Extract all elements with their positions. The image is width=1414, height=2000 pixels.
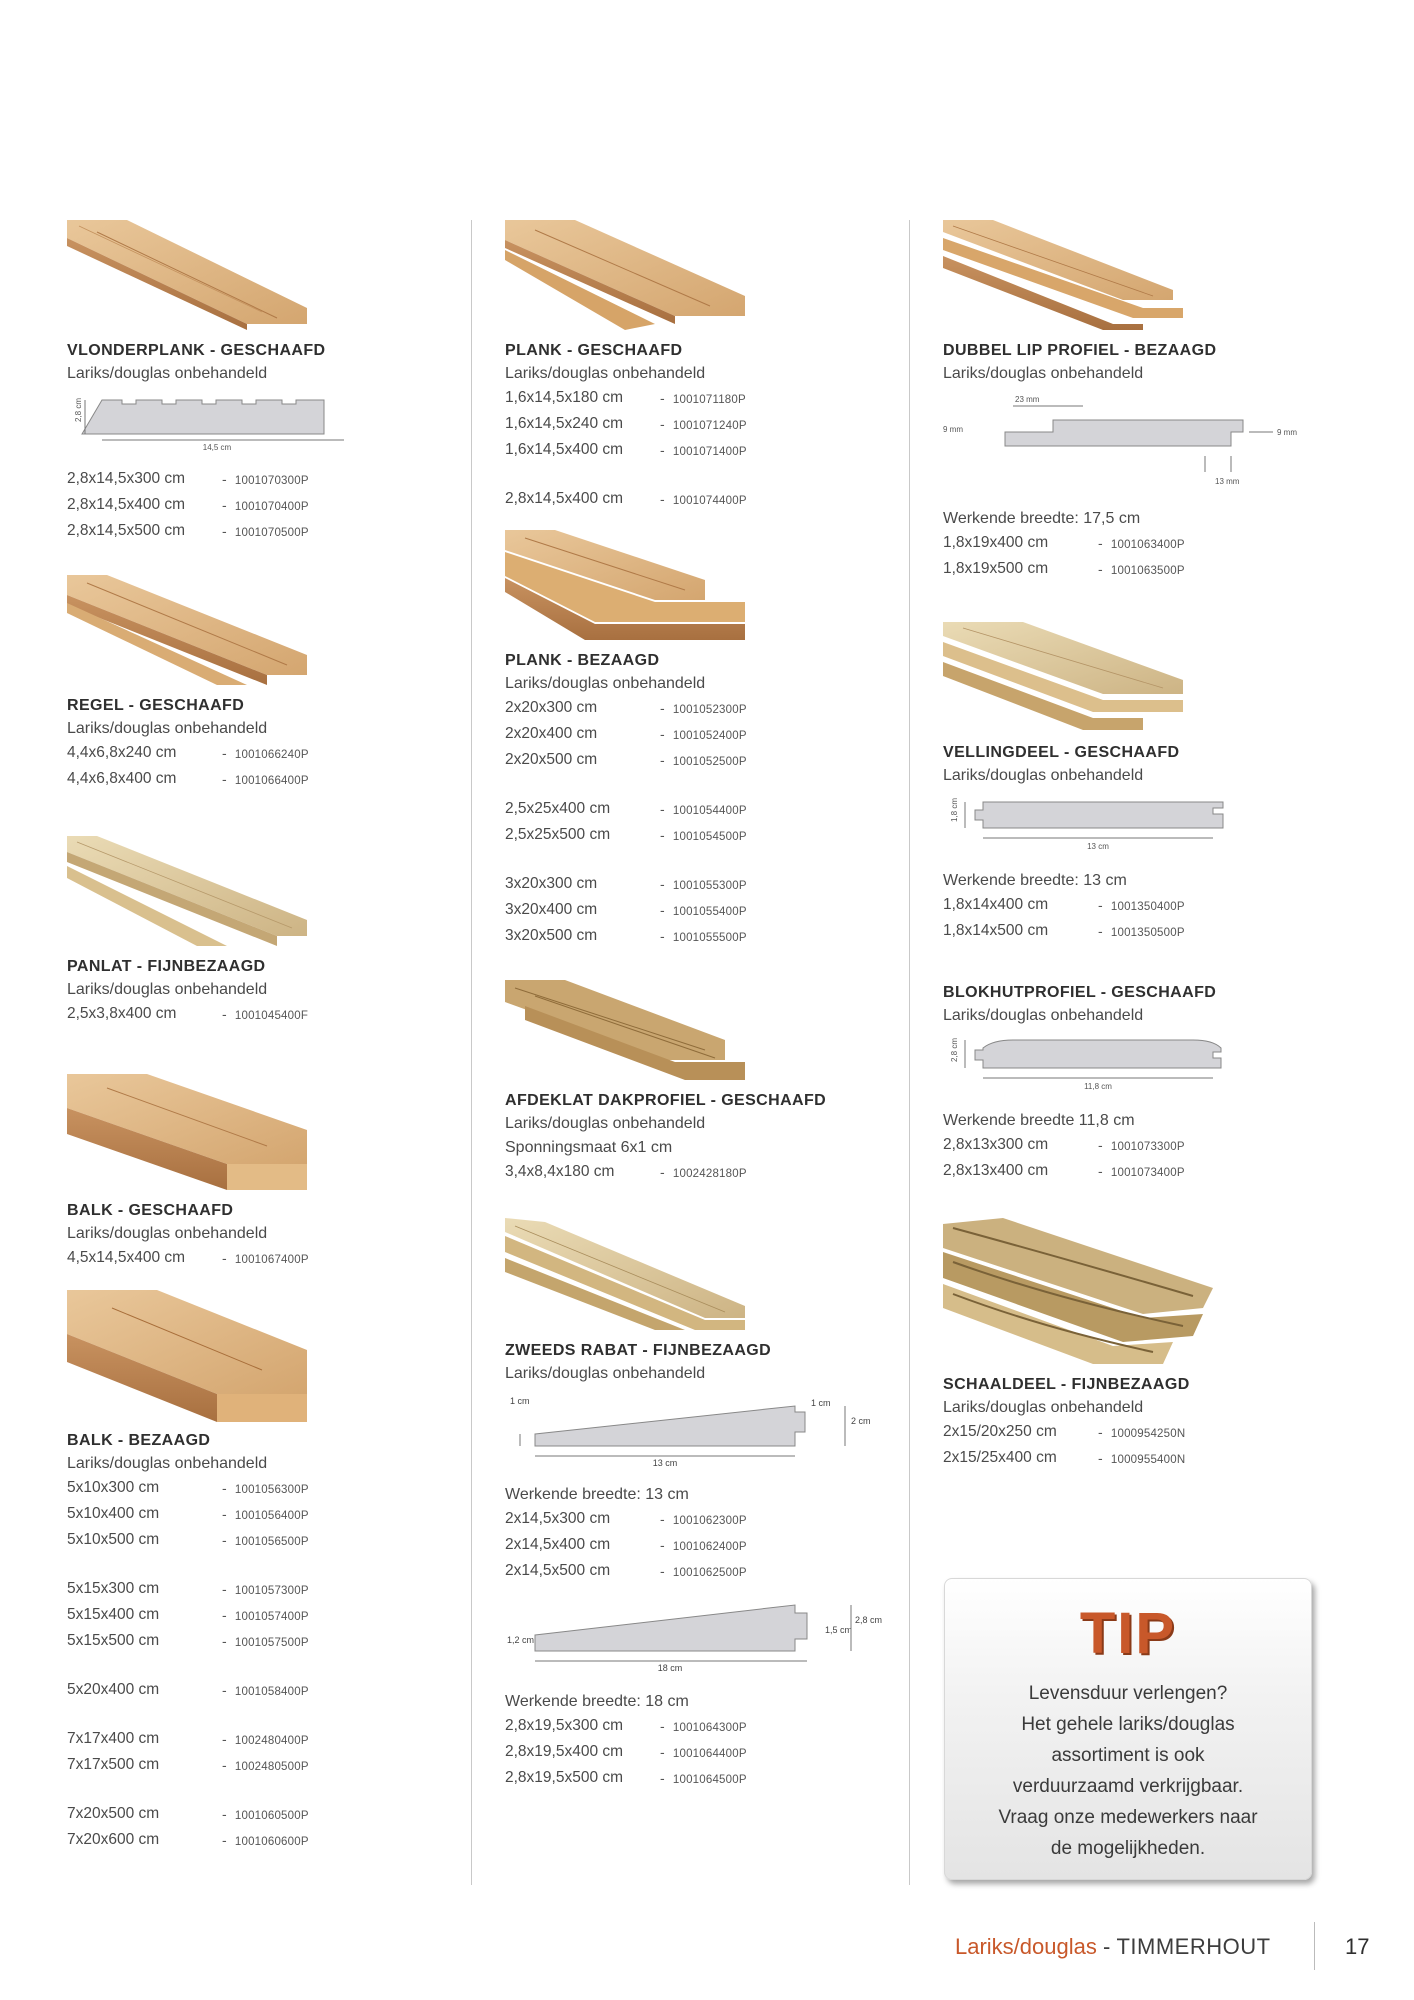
article-code: - 1001054500P	[660, 823, 747, 849]
size-dimensions: 2,8x14,5x400 cm	[67, 496, 186, 513]
zweeds-rabat-image	[505, 1218, 925, 1332]
size-dimensions: 2,8x19,5x400 cm	[505, 1743, 624, 1760]
size-dimensions: 2,8x19,5x300 cm	[505, 1717, 624, 1734]
product-subtitle: Lariks/douglas onbehandeld	[67, 1455, 268, 1472]
article-code: - 1001052500P	[660, 748, 747, 774]
size-dimensions: 2x15/20x250 cm	[943, 1423, 1057, 1440]
size-row	[67, 519, 487, 545]
size-dimensions: 7x17x500 cm	[67, 1756, 160, 1773]
size-row	[943, 893, 1363, 919]
article-code: - 1001350400P	[1098, 893, 1185, 919]
product-vellingdeel	[943, 622, 1363, 945]
product-dubbel-lip	[943, 220, 1363, 583]
size-dimensions: 7x17x400 cm	[67, 1730, 160, 1747]
product-blokhut	[943, 984, 1363, 1185]
size-row	[505, 722, 925, 748]
group-spacer	[67, 1655, 487, 1678]
size-list	[67, 1246, 487, 1272]
article-code: - 1002480400P	[222, 1727, 309, 1753]
vlonderplank-image	[67, 220, 487, 332]
article-code: - 1001052400P	[660, 722, 747, 748]
size-dimensions: 2x14,5x400 cm	[505, 1536, 611, 1553]
product-title: SCHAALDEEL - FIJNBEZAAGD	[943, 1376, 1190, 1393]
product-note: Werkende breedte: 13 cm	[943, 872, 1127, 889]
footer-category-name: Lariks/douglas	[955, 1934, 1097, 1959]
article-code: - 1001070500P	[222, 519, 309, 545]
size-list	[505, 1160, 925, 1186]
size-dimensions: 7x20x500 cm	[67, 1805, 160, 1822]
size-dimensions: 4,5x14,5x400 cm	[67, 1249, 186, 1266]
profile-width-label: 11,8 cm	[1084, 1082, 1112, 1091]
size-dimensions: 3x20x300 cm	[505, 875, 598, 892]
product-title: BLOKHUTPROFIEL - GESCHAAFD	[943, 984, 1217, 1001]
group-spacer	[505, 849, 925, 872]
product-subtitle: Lariks/douglas onbehandeld	[67, 365, 268, 382]
product-subtitle: Lariks/douglas onbehandeld	[943, 767, 1144, 784]
size-row	[505, 438, 925, 464]
dubbel-lip-profile-diagram	[943, 392, 1363, 497]
article-code: - 1001073400P	[1098, 1159, 1185, 1185]
article-code: - 1001066240P	[222, 741, 309, 767]
product-note: Werkende breedte: 13 cm	[505, 1486, 689, 1503]
product-note: Werkende breedte: 17,5 cm	[943, 510, 1141, 527]
size-list	[943, 1420, 1363, 1472]
size-dimensions: 1,6x14,5x240 cm	[505, 415, 624, 432]
profile-height-label: 1,8 cm	[950, 797, 959, 822]
size-row	[67, 1678, 487, 1704]
size-row	[505, 412, 925, 438]
product-title: REGEL - GESCHAAFD	[67, 697, 245, 714]
size-row	[67, 1753, 487, 1779]
article-code: - 1001054400P	[660, 797, 747, 823]
product-subtitle: Lariks/douglas onbehandeld	[943, 1399, 1144, 1416]
product-title: AFDEKLAT DAKPROFIEL - GESCHAAFD	[505, 1092, 827, 1109]
size-row	[505, 1559, 925, 1585]
tip-text	[964, 1678, 1292, 1864]
article-code: - 1001071180P	[660, 386, 746, 412]
size-list	[505, 1714, 925, 1792]
article-code: - 1000955400N	[1098, 1446, 1185, 1472]
size-dimensions: 4,4x6,8x400 cm	[67, 770, 177, 787]
size-row	[67, 493, 487, 519]
article-code: - 1001060600P	[222, 1828, 309, 1854]
balk-geschaafd-image	[67, 1074, 487, 1192]
blokhut-profile-diagram	[943, 1034, 1363, 1099]
size-row	[67, 1246, 487, 1272]
footer-category	[955, 1934, 1271, 1960]
plank-geschaafd-image	[505, 220, 925, 332]
tip-line: verduurzaamd verkrijgbaar.	[1012, 1776, 1244, 1797]
size-row	[943, 1133, 1363, 1159]
product-subtitle: Lariks/douglas onbehandeld	[67, 720, 268, 737]
size-dimensions: 2x20x300 cm	[505, 699, 598, 716]
size-row	[67, 1802, 487, 1828]
article-code: - 1001057300P	[222, 1577, 309, 1603]
product-vlonderplank	[67, 220, 487, 545]
footer-separator: -	[1103, 1934, 1111, 1959]
group-spacer	[505, 464, 925, 487]
product-title: VLONDERPLANK - GESCHAAFD	[67, 342, 326, 359]
product-subtitle: Lariks/douglas onbehandeld	[505, 1115, 706, 1132]
product-panlat	[67, 836, 487, 1028]
product-note: Sponningsmaat 6x1 cm	[505, 1139, 673, 1156]
page-number: 17	[1345, 1934, 1370, 1959]
panlat-image	[67, 836, 487, 948]
vlonderplank-profile-diagram	[67, 392, 487, 457]
article-code: - 1000954250N	[1098, 1420, 1185, 1446]
product-plank-geschaafd	[505, 220, 925, 513]
size-list	[505, 1507, 925, 1585]
article-code: - 1001071400P	[660, 438, 747, 464]
size-row	[943, 531, 1363, 557]
product-title: DUBBEL LIP PROFIEL - BEZAAGD	[943, 342, 1217, 359]
vellingdeel-profile-diagram	[943, 794, 1363, 859]
plank-bezaagd-image	[505, 530, 925, 642]
size-row	[505, 924, 925, 950]
vellingdeel-image	[943, 622, 1363, 734]
product-subtitle: Lariks/douglas onbehandeld	[505, 675, 706, 692]
size-dimensions: 2x20x500 cm	[505, 751, 598, 768]
product-regel	[67, 575, 487, 793]
article-code: - 1001056500P	[222, 1528, 309, 1554]
size-row	[67, 1502, 487, 1528]
size-row	[67, 1603, 487, 1629]
size-dimensions: 5x20x400 cm	[67, 1681, 160, 1698]
product-subtitle: Lariks/douglas onbehandeld	[67, 1225, 268, 1242]
size-row	[67, 467, 487, 493]
article-code: - 1001062500P	[660, 1559, 747, 1585]
group-spacer	[67, 1779, 487, 1802]
footer-section: TIMMERHOUT	[1116, 1934, 1271, 1959]
product-balk-geschaafd	[67, 1074, 487, 1272]
size-dimensions: 2,5x25x400 cm	[505, 800, 611, 817]
size-dimensions: 4,4x6,8x240 cm	[67, 744, 177, 761]
size-row	[67, 1577, 487, 1603]
size-row	[67, 1727, 487, 1753]
size-row	[67, 1476, 487, 1502]
size-row	[67, 1002, 487, 1028]
article-code: - 1001063400P	[1098, 531, 1185, 557]
tip-title: TIP	[1079, 1601, 1177, 1666]
size-dimensions: 5x15x400 cm	[67, 1606, 160, 1623]
article-code: - 1001055400P	[660, 898, 747, 924]
size-row	[67, 1629, 487, 1655]
profile-label: 13 cm	[652, 1458, 678, 1468]
size-row	[505, 748, 925, 774]
product-note: Werkende breedte: 18 cm	[505, 1693, 689, 1710]
size-row	[505, 696, 925, 722]
size-row	[505, 1533, 925, 1559]
product-subtitle: Lariks/douglas onbehandeld	[505, 365, 706, 382]
size-row	[505, 386, 925, 412]
product-title: VELLINGDEEL - GESCHAAFD	[943, 744, 1180, 761]
article-code: - 1001057500P	[222, 1629, 309, 1655]
afdeklat-image	[505, 980, 925, 1082]
product-balk-bezaagd	[67, 1290, 487, 1854]
size-dimensions: 3x20x400 cm	[505, 901, 598, 918]
size-row	[505, 1714, 925, 1740]
dubbel-lip-image	[943, 220, 1363, 332]
size-dimensions: 2,5x25x500 cm	[505, 826, 611, 843]
zweeds-rabat-profile-diagram-13cm	[505, 1392, 925, 1473]
size-dimensions: 2,8x14,5x500 cm	[67, 522, 186, 539]
size-dimensions: 2,8x13x400 cm	[943, 1162, 1049, 1179]
size-dimensions: 5x10x300 cm	[67, 1479, 160, 1496]
size-row	[505, 797, 925, 823]
regel-image	[67, 575, 487, 687]
size-dimensions: 2x14,5x300 cm	[505, 1510, 611, 1527]
product-title: ZWEEDS RABAT - FIJNBEZAAGD	[505, 1342, 772, 1359]
size-dimensions: 2,8x13x300 cm	[943, 1136, 1049, 1153]
product-zweeds-rabat	[505, 1218, 925, 1792]
size-dimensions: 3x20x500 cm	[505, 927, 598, 944]
profile-label: 1 cm	[510, 1396, 530, 1406]
tip-line: Het gehele lariks/douglas	[1021, 1714, 1235, 1735]
size-list	[505, 696, 925, 950]
article-code: - 1001060500P	[222, 1802, 309, 1828]
article-code: - 1001057400P	[222, 1603, 309, 1629]
product-title: PANLAT - FIJNBEZAAGD	[67, 958, 266, 975]
profile-label: 13 mm	[1215, 477, 1240, 486]
size-row	[943, 1446, 1363, 1472]
product-title: PLANK - BEZAAGD	[505, 652, 660, 669]
size-list	[943, 1133, 1363, 1185]
profile-label: 2,8 cm	[855, 1615, 883, 1625]
size-list	[67, 1476, 487, 1854]
profile-height-label: 2,8 cm	[74, 397, 83, 422]
size-dimensions: 7x20x600 cm	[67, 1831, 160, 1848]
article-code: - 1001058400P	[222, 1678, 309, 1704]
article-code: - 1002428180P	[660, 1160, 747, 1186]
size-list	[67, 467, 487, 545]
article-code: - 1001056300P	[222, 1476, 309, 1502]
size-row	[67, 1528, 487, 1554]
size-row	[505, 898, 925, 924]
size-row	[67, 1828, 487, 1854]
article-code: - 1001074400P	[660, 487, 747, 513]
group-spacer	[67, 1704, 487, 1727]
size-row	[943, 1420, 1363, 1446]
product-subtitle: Lariks/douglas onbehandeld	[943, 1007, 1144, 1024]
article-code: - 1001350500P	[1098, 919, 1185, 945]
size-row	[943, 557, 1363, 583]
size-dimensions: 5x15x300 cm	[67, 1580, 160, 1597]
size-list	[67, 1002, 487, 1028]
product-title: PLANK - GESCHAAFD	[505, 342, 683, 359]
size-row	[505, 1160, 925, 1186]
profile-label: 9 mm	[1277, 428, 1297, 437]
profile-label: 23 mm	[1015, 395, 1040, 404]
profile-label: 1,5 cm	[825, 1625, 853, 1635]
product-plank-bezaagd	[505, 530, 925, 950]
product-title: BALK - GESCHAAFD	[67, 1202, 234, 1219]
size-dimensions: 1,6x14,5x400 cm	[505, 441, 624, 458]
article-code: - 1001071240P	[660, 412, 747, 438]
size-row	[943, 1159, 1363, 1185]
article-code: - 1001070300P	[222, 467, 309, 493]
size-dimensions: 5x10x500 cm	[67, 1531, 160, 1548]
product-schaaldeel	[943, 1218, 1363, 1472]
product-subtitle: Lariks/douglas onbehandeld	[505, 1365, 706, 1382]
size-row	[505, 823, 925, 849]
size-row	[505, 1740, 925, 1766]
article-code: - 1002480500P	[222, 1753, 309, 1779]
article-code: - 1001062400P	[660, 1533, 747, 1559]
article-code: - 1001062300P	[660, 1507, 747, 1533]
profile-label: 9 mm	[943, 425, 963, 434]
size-list	[943, 531, 1363, 583]
size-dimensions: 1,6x14,5x180 cm	[505, 389, 624, 406]
tip-line: de mogelijkheden.	[1050, 1838, 1206, 1859]
size-dimensions: 1,8x14x500 cm	[943, 922, 1049, 939]
size-row	[505, 1507, 925, 1533]
article-code: - 1001064300P	[660, 1714, 747, 1740]
size-list	[943, 893, 1363, 945]
profile-height-label: 2,8 cm	[950, 1037, 959, 1062]
product-afdeklat	[505, 980, 925, 1186]
size-dimensions: 2,8x14,5x300 cm	[67, 470, 186, 487]
balk-bezaagd-image	[67, 1290, 487, 1422]
tip-line: Vraag onze medewerkers naar	[998, 1807, 1258, 1828]
size-dimensions: 5x15x500 cm	[67, 1632, 160, 1649]
size-dimensions: 2x15/25x400 cm	[943, 1449, 1057, 1466]
article-code: - 1001067400P	[222, 1246, 309, 1272]
product-subtitle: Lariks/douglas onbehandeld	[67, 981, 268, 998]
size-list	[505, 386, 925, 513]
size-dimensions: 5x10x400 cm	[67, 1505, 160, 1522]
size-dimensions: 1,8x19x400 cm	[943, 534, 1049, 551]
article-code: - 1001055300P	[660, 872, 747, 898]
size-row	[505, 1766, 925, 1792]
size-dimensions: 2x14,5x500 cm	[505, 1562, 611, 1579]
product-title: BALK - BEZAAGD	[67, 1432, 211, 1449]
article-code: - 1001064500P	[660, 1766, 747, 1792]
article-code: - 1001063500P	[1098, 557, 1185, 583]
size-row	[505, 487, 925, 513]
group-spacer	[505, 774, 925, 797]
tip-box	[944, 1578, 1312, 1880]
profile-width-label: 14,5 cm	[202, 443, 232, 452]
size-dimensions: 1,8x14x400 cm	[943, 896, 1049, 913]
size-dimensions: 2,5x3,8x400 cm	[67, 1005, 177, 1022]
size-dimensions: 2x20x400 cm	[505, 725, 598, 742]
profile-label: 1 cm	[811, 1398, 831, 1408]
profile-width-label: 13 cm	[1087, 842, 1109, 851]
size-row	[943, 919, 1363, 945]
article-code: - 1001052300P	[660, 696, 747, 722]
article-code: - 1001045400F	[222, 1002, 308, 1028]
schaaldeel-image	[943, 1218, 1363, 1366]
article-code: - 1001066400P	[222, 767, 309, 793]
group-spacer	[67, 1554, 487, 1577]
size-dimensions: 3,4x8,4x180 cm	[505, 1163, 615, 1180]
size-row	[67, 741, 487, 767]
product-subtitle: Lariks/douglas onbehandeld	[943, 365, 1144, 382]
size-list	[67, 741, 487, 793]
size-dimensions: 2,8x14,5x400 cm	[505, 490, 624, 507]
article-code: - 1001064400P	[660, 1740, 747, 1766]
size-row	[67, 767, 487, 793]
profile-label: 2 cm	[851, 1416, 871, 1426]
article-code: - 1001055500P	[660, 924, 747, 950]
tip-line: Levensduur verlengen?	[1028, 1683, 1228, 1704]
profile-label: 18 cm	[657, 1663, 683, 1673]
size-row	[505, 872, 925, 898]
footer-divider	[1314, 1922, 1315, 1970]
size-dimensions: 1,8x19x500 cm	[943, 560, 1049, 577]
article-code: - 1001070400P	[222, 493, 309, 519]
article-code: - 1001073300P	[1098, 1133, 1185, 1159]
size-dimensions: 2,8x19,5x500 cm	[505, 1769, 624, 1786]
tip-line: assortiment is ook	[1051, 1745, 1205, 1766]
profile-label: 1,2 cm	[507, 1635, 535, 1645]
article-code: - 1001056400P	[222, 1502, 309, 1528]
product-note: Werkende breedte 11,8 cm	[943, 1112, 1135, 1129]
zweeds-rabat-profile-diagram-18cm	[505, 1599, 925, 1680]
